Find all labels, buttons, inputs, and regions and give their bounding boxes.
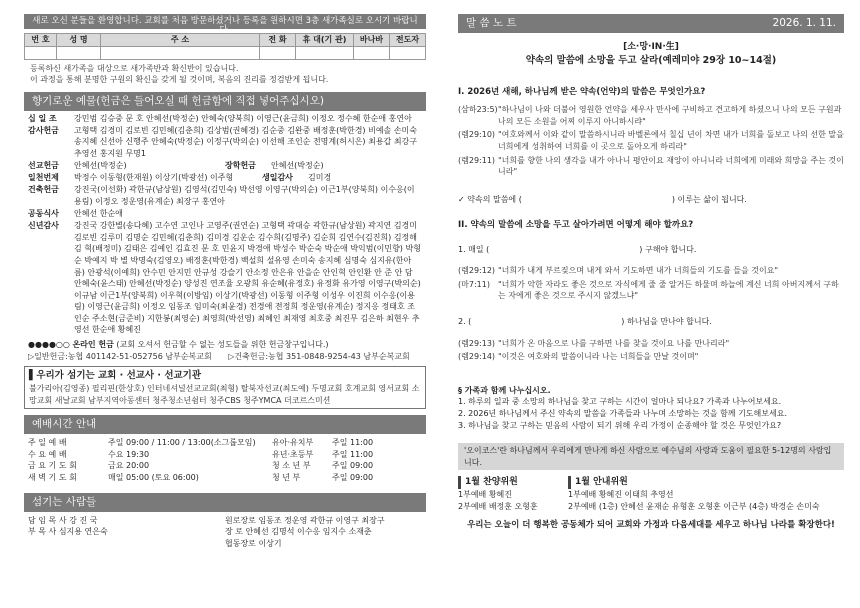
verse-text: "너희가 내게 부르짖으며 내게 와서 기도하면 내가 너희들의 기도를 들을 것이요" [498, 266, 779, 276]
worship-name: 청 소 년 부 [272, 461, 311, 471]
offering-title: 향기로운 예물(헌금은 들어오실 때 헌금함에 직접 넣어주십시오) [24, 92, 426, 111]
offering-label: 장학헌금 [225, 161, 256, 171]
family-title: § 가족과 함께 나누십시오. [458, 385, 551, 395]
sermon-theme [458, 41, 844, 68]
volunteer-line: 2부예배 배정훈 오형훈 [458, 501, 538, 511]
reg-col-evangelist: 전도자 [390, 34, 426, 47]
staff-line: 부 목 사 심지용 연은숙 [28, 527, 108, 537]
staff-line: 담 임 목 사 강 진 국 [28, 515, 98, 525]
reg-col-mobile: 휴 대(기 관) [296, 34, 354, 47]
staff-line: 장 로 안혜선 김명석 이수응 임지수 소재춘 [225, 527, 372, 537]
worship-schedule [24, 434, 426, 486]
offering-names: 김미경 [308, 173, 332, 183]
family-item: 2. 2026년 하나님께서 주신 약속의 말씀을 가족들과 나누며 소망하는 것을 함께 기도해보세요. [458, 408, 787, 418]
worship-title: 예배시간 안내 [24, 415, 426, 434]
offering-label: 생일감사 [262, 173, 293, 183]
volunteer-line: 2부예배 (1층) 안혜선 윤재순 유형훈 오형훈 이근부 (4층) 박경순 손미숙 [568, 501, 820, 511]
staff-pastors [28, 515, 225, 550]
verse-ref: (마7:11) [458, 279, 490, 289]
verse-ref: (렘29:13) [458, 338, 496, 348]
staff-line: 협동장로 이상기 [225, 538, 282, 548]
usher-volunteers [568, 476, 844, 512]
offering-meal [28, 208, 422, 220]
reg-col-number: 번 호 [25, 34, 57, 47]
offering-names: 안혜선(박정순) [271, 161, 324, 171]
verse-ref: (렘29:12) [458, 266, 496, 276]
registration-notes [24, 63, 426, 86]
verse-text: "하나님이 나와 더불어 영원한 언약을 세우사 만사에 구비하고 견고하게 하셨으니 나의 모든 구원과 나의 모든 소원을 어찌 이루지 아니하시랴" [498, 105, 842, 126]
worship-time: 수요 19:30 [108, 449, 150, 459]
offering-label: 감사헌금 [28, 125, 59, 135]
registration-blank-row[interactable] [25, 46, 426, 59]
sermon-note-title: 말 씀 노 트 [466, 17, 517, 29]
family-discussion [458, 385, 844, 431]
staff-elders [225, 515, 422, 550]
offering-pair-row [28, 172, 422, 184]
volunteer-line: 1부예배 황혜진 이태희 추영선 [568, 490, 674, 500]
reg-col-name: 성 명 [57, 34, 101, 47]
online-text: (교회 오셔서 헌금할 수 없는 성도들을 위한 헌금창구입니다.) [116, 340, 329, 350]
verses-2 [458, 265, 844, 302]
volunteer-group-title: 1월 찬양위원 [458, 476, 568, 489]
worship-time: 주일 11:00 [332, 449, 374, 459]
verse-text: "이것은 여호와의 말씀이니라 나는 너희들을 만날 것이며" [498, 352, 699, 362]
verse-ref: (삼하23:5) [458, 105, 498, 115]
worship-main [28, 437, 272, 483]
online-dots: ●●●●○○ [28, 340, 70, 350]
sermon-title: 약속의 말씀에 소망을 두고 살라(예레미야 29장 10~14절) [525, 55, 777, 67]
worship-name: 금 요 기 도 회 [28, 461, 77, 471]
worship-time: 주일 11:00 [332, 438, 374, 448]
mission-text: 불가리아(김영종) 필리핀(한상호) 인터네셔널선교교회(최형) 탈북자선교(최도예) 두명교회 호계교회 영서교회 소망교회 새날교회 남부지역아동센터 청주청소년쉼터 청주CBS 청주YMCA 더코르스미션 [29, 384, 420, 405]
offering-label: 선교헌금 [28, 161, 59, 171]
worship-time: 주일 09:00 / 11:00 / 13:00(소그룹모임) [108, 438, 256, 448]
offering-names: 강민범 김승중 문 호 안혜선(박정순) 안혜숙(양북희) 이영근(윤금희) 이정오 정수혜 한순애 홍연아 [74, 113, 412, 123]
verses-1 [458, 104, 844, 178]
worship-name: 수 요 예 배 [28, 449, 67, 459]
offering-label: 일천번제 [28, 173, 59, 183]
sermon-date: 2026. 1. 11. [772, 17, 836, 29]
registration-note: 등록하신 새가족을 대상으로 새가족반과 확신반이 있습니다. [30, 63, 239, 73]
verse-text: "너희를 향한 나의 생각을 내가 아나니 평안이요 재앙이 아니니라 너희에게 미래와 희망을 주는 것이니라" [498, 155, 844, 177]
online-offering [24, 339, 426, 351]
left-page [24, 14, 426, 604]
fill-blank-2[interactable]: 1. 매일 ( ) 구해야 합니다. [458, 244, 697, 254]
reg-col-barnabas: 바나바 [354, 34, 390, 47]
offering-label: 십 일 조 [28, 113, 57, 123]
bank-accounts [24, 351, 426, 363]
question-1: I. 2026년 새해, 하나님께 받은 약속(언약)의 말씀은 무엇인가요? [458, 86, 706, 97]
bank-account-building: ▷건축헌금:농협 351-0848-9254-43 남부순복교회 [228, 351, 410, 361]
volunteer-grid [458, 476, 844, 512]
offering-list [24, 111, 426, 336]
online-label: 온라인 헌금 [72, 340, 114, 350]
verses-3 [458, 338, 844, 363]
right-page [458, 14, 844, 604]
worship-name: 주 일 예 배 [28, 438, 67, 448]
offering-newyear [28, 220, 422, 336]
staff-list [24, 512, 426, 553]
offering-tithe [28, 113, 422, 125]
family-item: 3. 하나님을 찾고 구하는 믿음의 사람이 되기 위해 우리 가정이 순종해야 할 것은 무엇인가요? [458, 420, 782, 430]
offering-building [28, 184, 422, 207]
verse-ref: (렘29:11) [458, 155, 496, 165]
offering-pair-row [28, 160, 422, 172]
offering-names: 안혜선 한순애 [74, 209, 123, 219]
offering-thanks [28, 125, 422, 160]
offering-label: 신년감사 [28, 221, 59, 231]
verse-text: "너희가 악한 자라도 좋은 것으로 자식에게 줄 줄 알거든 하물며 하늘에 계신 너희 아버지께서 구하는 자에게 좋은 것으로 주시지 않겠느냐" [498, 279, 839, 301]
verse-ref: (렘29:10) [458, 130, 496, 140]
reg-col-address: 주 소 [101, 34, 260, 47]
worship-name: 새 벽 기 도 회 [28, 472, 77, 482]
fill-blank-1[interactable]: ✓ 약속의 말씀에 ( ) 이루는 삶이 됩니다. [458, 194, 747, 204]
worship-time: 금요 20:00 [108, 461, 150, 471]
bank-account-general: ▷일반헌금:농협 401142-51-052756 남부순복교회 [28, 351, 212, 361]
worship-name: 유아·유치부 [272, 438, 314, 448]
mission-box [24, 366, 426, 409]
staff-title: 섬기는 사람들 [24, 493, 426, 512]
welcome-banner: 새로 오신 분들을 환영합니다. 교회를 처음 방문하셨거나 등록을 원하시면 3층 새가족실로 오시기 바랍니다. [24, 14, 426, 29]
staff-line: 원로장로 임동조 정운영 곽한규 이영구 최장구 [225, 515, 385, 525]
offering-names: 강진국 강한별(송다혜) 고수연 고인나 고영주(권연순) 고형택 곽대승 곽한규(남상원) 곽지연 김경미 김로빈 김루미 김명순 김민혜(김춘희) 김미경 김운순 김수희(김명주) 김순희 김연수(김진희) 김정해 김 혁(배정미) 김태은 김예인 김효진 문 호 민윤지 박경애 박성수 박순숙 박순애 박익범(이민향) 박형순 박예지 박 별 박명숙(김영오) 배정훈(박한경) 백설희 설유영 손미숙 송지혜 심명숙 심지유(한아름) 안광석(이예희) 안수민 안지민 안규성 강슬기 안소정 안은유 안을순 안인혁 안인환 안 준 안 담 안혜숙(윤스태) 안혜선(박정순) 양성진 연조율 오광희 유순혜(유정호) 유정화 유가영 이영구(박의순) 이규남 이근1부(양북희) 이우혁(이방임) 이상기(박광선) 이동형 이주형 이성우 이진희 이수응(이용림) 이영근(윤금희) 이정오 임동조 임미숙(최윤경) 전경애 전정희 정운영(유계순) 정지응 정태호 조인순 주소현(금준비) 지한봉(최영순) 최영희(박선영) 최혜인 최재영 최호중 최진무 김은하 최현우 추영선 한순애 황혜진 [74, 221, 421, 335]
worship-name: 청 년 부 [272, 472, 301, 482]
offering-label: 공동식사 [28, 209, 59, 219]
verse-text: "너희가 온 마음으로 나를 구하면 나를 찾을 것이요 나를 만나리라" [498, 338, 730, 348]
volunteer-group-title: 1월 안내위원 [568, 476, 844, 489]
offering-names: 고형택 김경미 김로빈 김민혜(김춘희) 김상범(권혜경) 김순중 김완중 배정훈(박한경) 비예솔 손미숙 송지혜 신선아 신행주 안혜숙(박정순) 이정구(박의순) 이선해 조인순 전명계(허시은) 최용갑 최강구 추영선 홍지원 무명1 [74, 125, 418, 159]
worship-time: 주일 09:00 [332, 461, 374, 471]
theme-tag: [소·망·IN·生] [623, 42, 679, 52]
offering-names: 안혜선(박정순) [74, 161, 127, 171]
registration-note: 이 과정을 통해 분명한 구원의 확신을 갖게 될 것이며, 복음의 진리를 정검받게 됩니다. [30, 75, 329, 85]
offering-names: 박정수 이동형(한재원) 이상기(박광선) 이주형 [74, 173, 234, 183]
verse-ref: (렘29:14) [458, 352, 496, 362]
fill-blank-3[interactable]: 2. ( ) 하나님을 만나야 합니다. [458, 316, 712, 326]
mission-title: ▌우리가 섬기는 교회 · 선교사 · 선교기관 [29, 370, 202, 382]
offering-names: 강진국(이선화) 곽한규(남상원) 김영석(김민숙) 박선영 이영구(박의순) 이근1부(양북희) 이수응(이용림) 이정오 정운영(유계순) 최장구 홍연아 [74, 185, 415, 206]
registration-table [24, 33, 426, 60]
church-slogan: 우리는 오늘이 더 행복한 공동체가 되어 교회와 가정과 다음세대를 세우고 하나님 나라를 확장한다! [467, 519, 835, 530]
reg-col-phone: 전 화 [260, 34, 296, 47]
choir-volunteers [458, 476, 568, 512]
registration-header-row [25, 34, 426, 47]
offering-label: 건축헌금 [28, 185, 59, 195]
family-item: 1. 하루의 일과 중 소망의 하나님을 찾고 구하는 시간이 얼마나 되나요? 가족과 나누어보세요. [458, 397, 782, 407]
volunteer-line: 1부예배 황혜진 [458, 490, 513, 500]
worship-time: 매일 05:00 (토요 06:00) [108, 472, 199, 482]
worship-name: 유년·초등부 [272, 449, 314, 459]
oikos-banner: '오이코스'란 하나님께서 우리에게 만나게 하신 사람으로 예수님의 사랑과 도움이 필요한 5-12명의 사람입니다. [458, 443, 844, 470]
question-2: II. 약속의 말씀에 소망을 두고 살아가려면 어떻게 해야 할까요? [458, 220, 694, 231]
verse-text: "여호와께서 이와 같이 말씀하시니라 바벨론에서 칠십 년이 차면 내가 너희를 돌보고 나의 선한 말을 너희에게 성취하여 너희를 이 곳으로 돌아오게 하리라" [498, 130, 844, 151]
sermon-note-header [458, 14, 844, 33]
worship-time: 주일 09:00 [332, 472, 374, 482]
worship-school [272, 437, 422, 483]
